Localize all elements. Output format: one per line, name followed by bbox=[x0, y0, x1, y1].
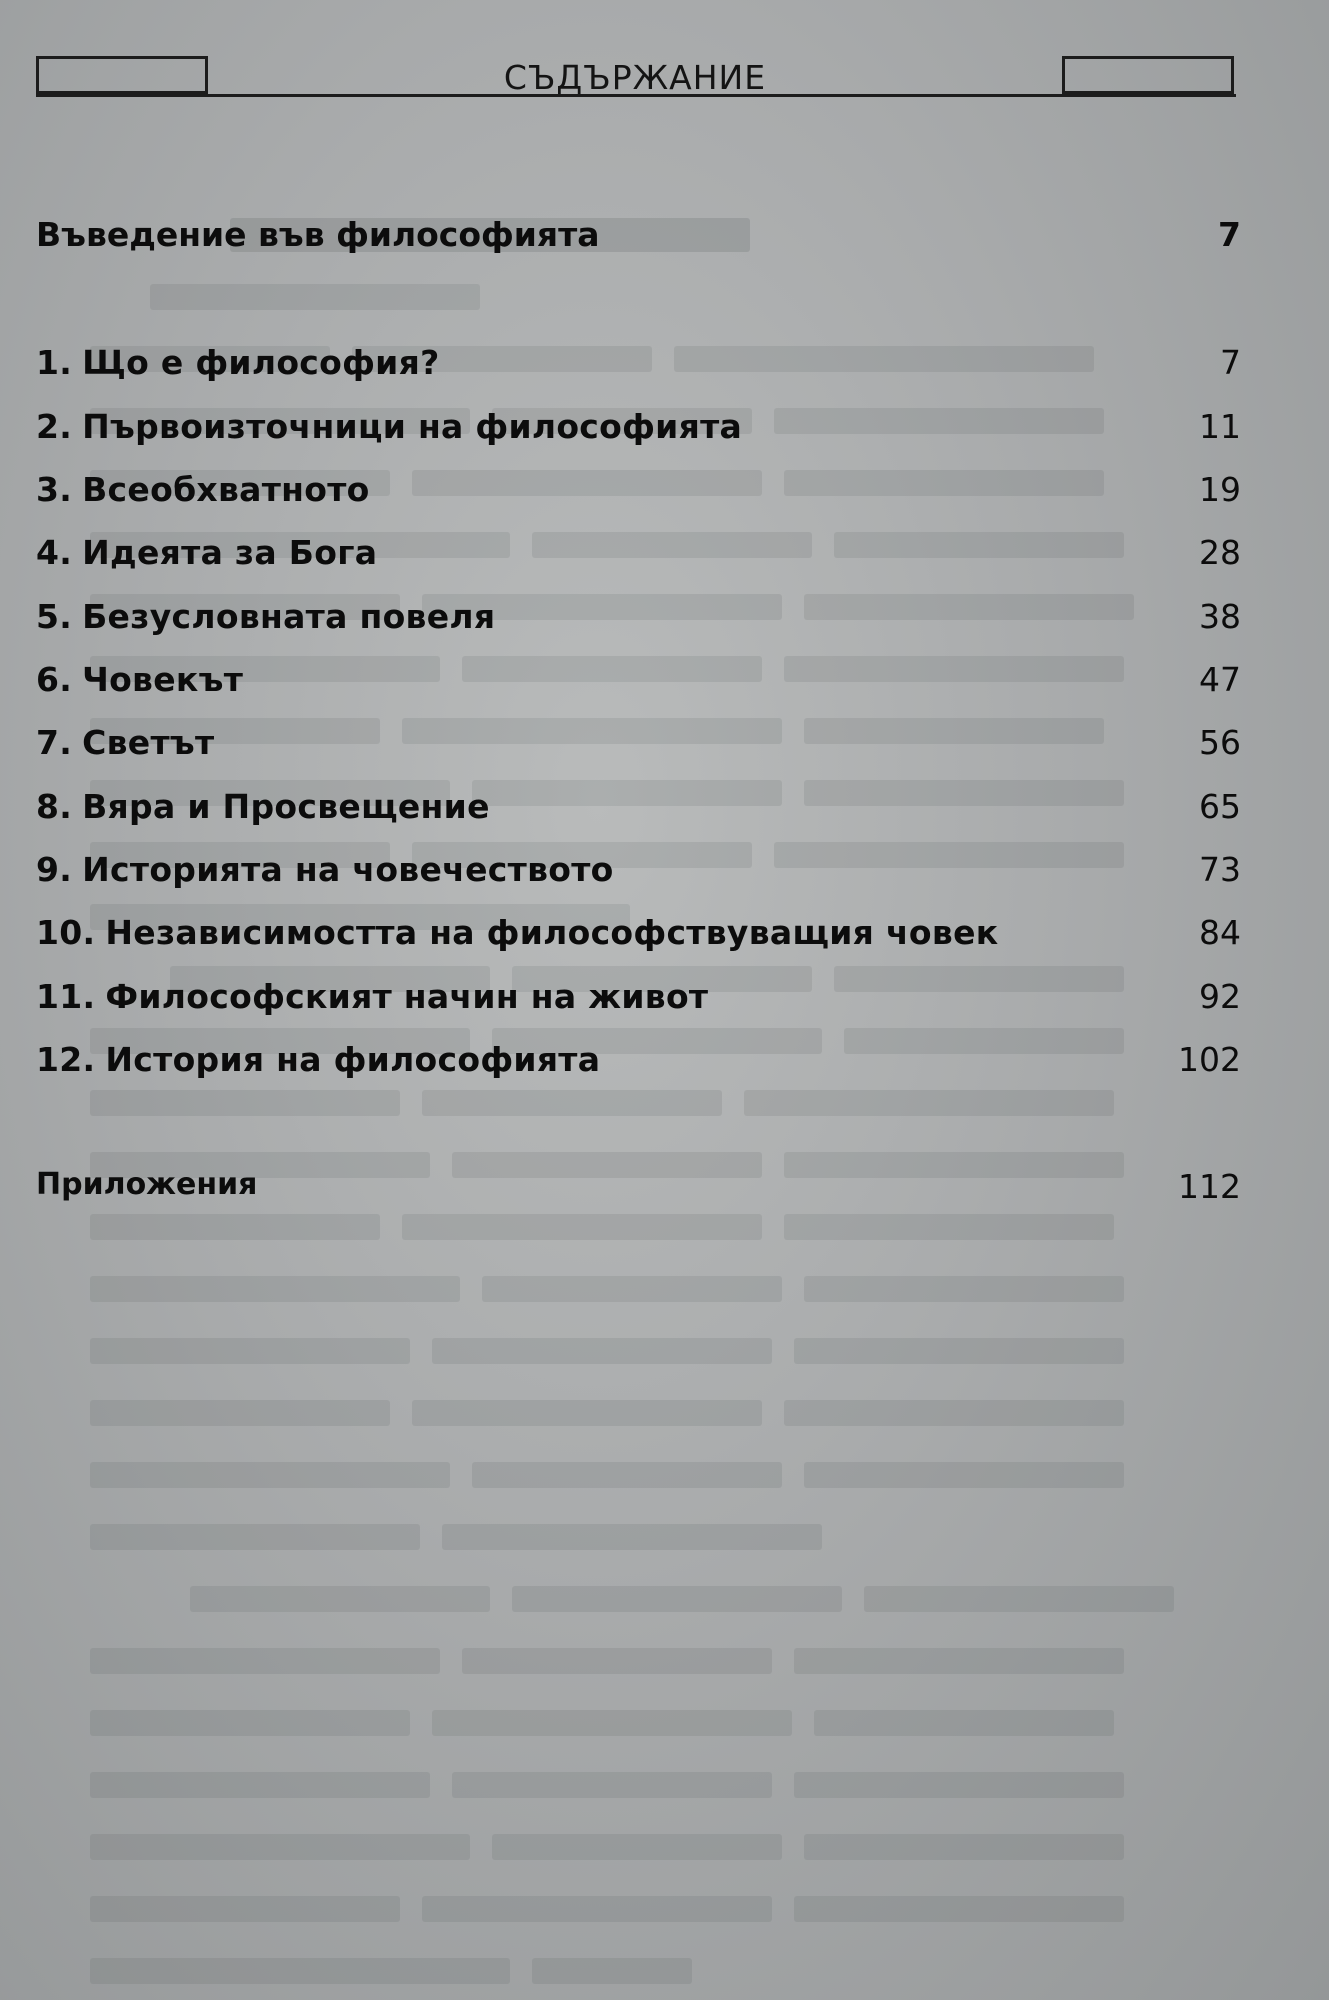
toc-page-number: 92 bbox=[1199, 977, 1241, 1016]
toc-entry-chapter-10 bbox=[36, 913, 1241, 957]
toc-entry-chapter-5 bbox=[36, 597, 1241, 641]
toc-page-number: 112 bbox=[1178, 1167, 1241, 1206]
toc-entry-title: 3. Всеобхватното bbox=[36, 470, 370, 509]
toc-page-number: 28 bbox=[1199, 533, 1241, 572]
toc-entry-title: 12. История на философията bbox=[36, 1040, 601, 1079]
header-ornament-right bbox=[1062, 56, 1234, 94]
toc-page-number: 7 bbox=[1220, 343, 1241, 382]
toc-entry-title: 1. Що е философия? bbox=[36, 343, 440, 382]
toc-page-number: 73 bbox=[1199, 850, 1241, 889]
toc-entry-title: 10. Независимостта на философствуващия човек bbox=[36, 913, 999, 952]
toc-page-number: 19 bbox=[1199, 470, 1241, 509]
toc-entry-title: 9. Историята на човечеството bbox=[36, 850, 614, 889]
header-ornament-left bbox=[36, 56, 208, 94]
toc-entry-chapter-9 bbox=[36, 850, 1241, 894]
toc-entry-chapter-1 bbox=[36, 343, 1241, 387]
toc-entry-chapter-12 bbox=[36, 1040, 1241, 1084]
toc-entry-chapter-4 bbox=[36, 533, 1241, 577]
toc-entry-title: 11. Философският начин на живот bbox=[36, 977, 709, 1016]
toc-page-number: 7 bbox=[1218, 215, 1241, 254]
toc-entry-title: 2. Първоизточници на философията bbox=[36, 407, 743, 446]
toc-page-number: 47 bbox=[1199, 660, 1241, 699]
toc-entry-intro bbox=[36, 215, 1241, 259]
toc-entry-title: Приложения bbox=[36, 1167, 258, 1202]
toc-page-number: 38 bbox=[1199, 597, 1241, 636]
toc-page-number: 11 bbox=[1199, 407, 1241, 446]
toc-entry-title: Въведение във философията bbox=[36, 215, 600, 254]
page-title: СЪДЪРЖАНИЕ bbox=[503, 58, 767, 97]
toc-page-number: 56 bbox=[1199, 723, 1241, 762]
running-header bbox=[36, 54, 1236, 98]
toc-entry-chapter-2 bbox=[36, 407, 1241, 451]
toc-entry-appendix bbox=[36, 1167, 1241, 1211]
toc-page-number: 84 bbox=[1199, 913, 1241, 952]
toc-entry-title: 5. Безусловната повеля bbox=[36, 597, 496, 636]
toc-entry-title: 6. Човекът bbox=[36, 660, 244, 699]
toc-entry-title: 4. Идеята за Бога bbox=[36, 533, 378, 572]
toc-entry-chapter-7 bbox=[36, 723, 1241, 767]
toc-page-number: 65 bbox=[1199, 787, 1241, 826]
toc-page-number: 102 bbox=[1178, 1040, 1241, 1079]
toc-entry-chapter-8 bbox=[36, 787, 1241, 831]
toc-entry-title: 8. Вяра и Просвещение bbox=[36, 787, 490, 826]
toc-entry-chapter-3 bbox=[36, 470, 1241, 514]
toc-entry-chapter-6 bbox=[36, 660, 1241, 704]
toc-entry-chapter-11 bbox=[36, 977, 1241, 1021]
toc-entry-title: 7. Светът bbox=[36, 723, 215, 762]
